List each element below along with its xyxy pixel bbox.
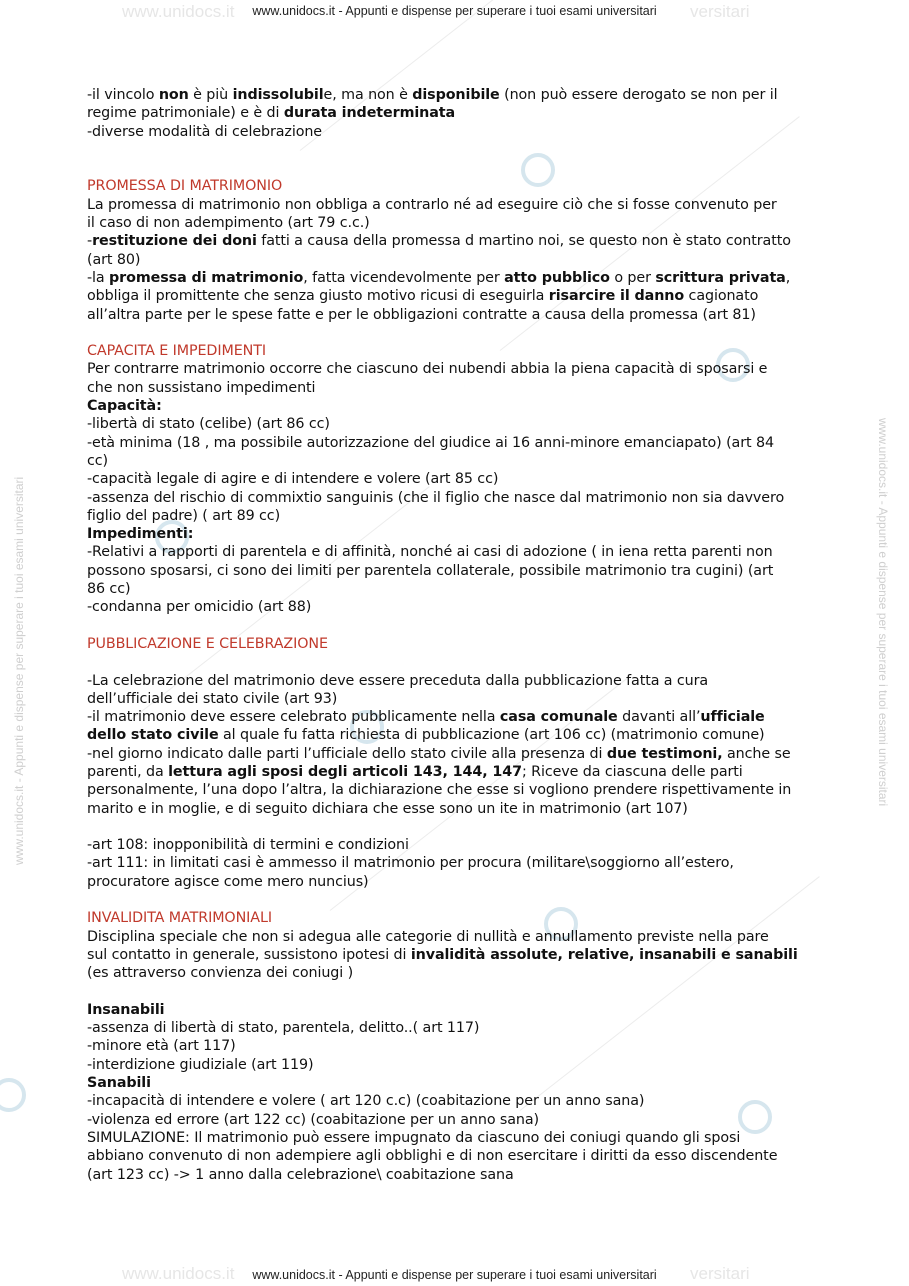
text-line <box>87 854 827 872</box>
text-line <box>87 251 827 269</box>
text-run: al quale fu fatta richiesta di pubblicazione (art 106 cc) (matrimonio comune) <box>218 727 765 744</box>
text-run: -diverse modalità di celebrazione <box>87 123 323 140</box>
text-run: -Relativi a rapporti di parentela e di affinità, nonché ai casi di adozione ( in iena retta parenti non <box>87 544 773 561</box>
bold-run: invalidità assolute, relative, insanabili e sanabili <box>410 946 798 963</box>
text-line <box>87 489 827 507</box>
text-run: (art 123 cc) -> 1 anno dalla celebrazione\ coabitazione sana <box>87 1166 514 1183</box>
text-run: -violenza ed errore (art 122 cc) (coabitazione per un anno sana) <box>87 1111 540 1128</box>
text-line <box>87 196 827 214</box>
text-run: possono sposarsi, ci sono dei limiti per parentela collaterale, possibile matrimonio tra cugini) (art <box>87 562 774 579</box>
text-run: -condanna per omicidio (art 88) <box>87 599 312 616</box>
text-line <box>87 946 827 964</box>
text-run: -minore età (art 117) <box>87 1038 236 1055</box>
text-line <box>87 1074 827 1092</box>
text-line <box>87 672 827 690</box>
text-run: personalmente, l’una dopo l’altra, la dichiarazione che esse si vogliono prendere rispettivamente in <box>87 782 792 799</box>
text-line <box>87 287 827 305</box>
bold-run: indissolubil <box>232 87 324 103</box>
text-line <box>87 415 827 433</box>
text-line <box>87 964 827 982</box>
bold-run: Capacità: <box>87 398 162 415</box>
text-line <box>87 543 827 561</box>
bold-run: casa comunale <box>499 709 618 726</box>
section-heading <box>87 342 827 360</box>
text-run: -assenza di libertà di stato, parentela, delitto..( art 117) <box>87 1020 480 1037</box>
page-header: www.unidocs.it - Appunti e dispense per superare i tuoi esami universitari <box>252 4 657 18</box>
text-run: , <box>785 269 791 286</box>
bold-run: Impedimenti: <box>87 526 194 543</box>
text-line <box>87 86 827 104</box>
section-heading <box>87 635 827 653</box>
text-run: obbliga il promittente che senza giusto motivo ricusi di eseguirla <box>87 288 549 305</box>
text-line <box>87 470 827 488</box>
text-run: procuratore agisce come mero nuncius) <box>87 873 369 890</box>
text-run: -incapacità di intendere e volere ( art 120 c.c) (coabitazione per un anno sana) <box>87 1093 645 1110</box>
blank-line <box>87 891 827 909</box>
footer-ghost-watermark: versitari <box>690 1264 750 1283</box>
text-run: il caso di non adempimento (art 79 c.c.) <box>87 215 370 232</box>
text-line <box>87 123 827 141</box>
text-run: Per contrarre matrimonio occorre che ciascuno dei nubendi abbia la piena capacità di sposarsi e <box>87 361 768 378</box>
blank-line <box>87 141 827 159</box>
text-line <box>87 580 827 598</box>
text-run: PUBBLICAZIONE E CELEBRAZIONE <box>87 635 328 652</box>
text-line <box>87 598 827 616</box>
text-run: figlio del padre) ( art 89 cc) <box>87 507 281 524</box>
text-line <box>87 928 827 946</box>
text-line <box>87 1129 827 1147</box>
text-run: (art 80) <box>87 251 141 268</box>
text-run: o per <box>609 269 656 286</box>
text-run: (non può essere derogato se non per il <box>499 87 778 103</box>
text-run: cagionato <box>684 288 759 305</box>
text-line <box>87 1056 827 1074</box>
bold-run: dello stato civile <box>87 727 219 744</box>
left-side-watermark: www.unidocs.it - Appunti e dispense per superare i tuoi esami universitari <box>12 476 26 865</box>
text-run: sul contatto in generale, sussistono ipotesi di <box>87 946 411 963</box>
bold-run: durata indeterminata <box>283 105 456 122</box>
text-line <box>87 1166 827 1184</box>
header-ghost-watermark: versitari <box>690 2 750 21</box>
text-line <box>87 1019 827 1037</box>
text-run: che non sussistano impedimenti <box>87 379 316 396</box>
text-run: 86 cc) <box>87 581 131 598</box>
bold-run: disponibile <box>412 87 500 103</box>
bold-run: risarcire il danno <box>548 288 685 305</box>
bold-run: due testimoni, <box>606 745 723 762</box>
text-run: -art 108: inopponibilità di termini e condizioni <box>87 837 409 854</box>
text-line <box>87 214 827 232</box>
bold-run: promessa di matrimonio <box>109 269 304 286</box>
text-run: e, ma non è <box>323 87 413 103</box>
blank-line <box>87 653 827 671</box>
text-run: -la <box>87 269 110 286</box>
text-line <box>87 104 827 122</box>
text-run: -capacità legale di agire e di intendere e volere (art 85 cc) <box>87 471 499 488</box>
text-run: all’altra parte per le spese fatte e per le obbligazioni contratte a causa della promessa (art 81) <box>87 306 756 323</box>
footer-ghost-watermark: www.unidocs.it <box>122 1264 235 1283</box>
text-line <box>87 269 827 287</box>
right-side-watermark: www.unidocs.it - Appunti e dispense per superare i tuoi esami universitari <box>876 418 890 807</box>
text-run: CAPACITA E IMPEDIMENTI <box>87 343 266 360</box>
bold-run: scrittura privata <box>655 269 786 286</box>
text-run: fatti a causa della promessa d martino noi, se questo non è stato contratto <box>256 233 791 250</box>
header-ghost-watermark: www.unidocs.it <box>122 2 235 21</box>
bold-run: restituzione dei doni <box>92 233 257 250</box>
text-run: regime patrimoniale) e è di <box>87 105 284 122</box>
text-run: davanti all’ <box>617 709 701 726</box>
text-run: marito e in moglie, e di seguito dichiara che esse sono un ite in matrimonio (art 107) <box>87 800 688 817</box>
text-run: La promessa di matrimonio non obbliga a contrarlo né ad eseguire ciò che si fosse convenuto per <box>87 196 777 213</box>
watermark-logo-icon <box>0 1078 26 1112</box>
text-run: (es attraverso convienza dei coniugi ) <box>87 965 354 982</box>
bold-run: non <box>158 87 189 103</box>
section-heading <box>87 909 827 927</box>
blank-line <box>87 324 827 342</box>
text-run: -nel giorno indicato dalle parti l’ufficiale dello stato civile alla presenza di <box>87 745 607 762</box>
document-body <box>87 86 827 1184</box>
bold-run: Insanabili <box>87 1001 165 1018</box>
text-line <box>87 1092 827 1110</box>
text-run: anche se <box>722 745 791 762</box>
text-run: Disciplina speciale che non si adegua alle categorie di nullità e annullamento previste nella pare <box>87 928 769 945</box>
text-line <box>87 1111 827 1129</box>
text-run: cc) <box>87 452 108 469</box>
section-heading <box>87 177 827 195</box>
text-run: -La celebrazione del matrimonio deve essere preceduta dalla pubblicazione fatta a cura <box>87 672 709 689</box>
text-line <box>87 1001 827 1019</box>
text-line <box>87 873 827 891</box>
text-line <box>87 306 827 324</box>
blank-line <box>87 617 827 635</box>
text-run: PROMESSA DI MATRIMONIO <box>87 178 283 195</box>
text-line <box>87 745 827 763</box>
text-line <box>87 763 827 781</box>
text-run: ; Riceve da ciascuna delle parti <box>521 763 743 780</box>
page-footer: www.unidocs.it - Appunti e dispense per superare i tuoi esami universitari <box>252 1268 657 1282</box>
text-line <box>87 690 827 708</box>
text-run: -assenza del rischio di commixtio sanguinis (che il figlio che nasce dal matrimonio non sia davvero <box>87 489 785 506</box>
text-line <box>87 397 827 415</box>
bold-run: lettura agli sposi degli articoli 143, 144, 147 <box>168 763 522 780</box>
text-line <box>87 562 827 580</box>
text-line <box>87 836 827 854</box>
text-line <box>87 232 827 250</box>
text-run: -il vincolo <box>87 87 159 103</box>
text-run: dell’ufficiale dei stato civile (art 93) <box>87 690 338 707</box>
blank-line <box>87 983 827 1001</box>
text-line <box>87 726 827 744</box>
text-line <box>87 507 827 525</box>
text-line <box>87 1147 827 1165</box>
text-run: -art 111: in limitati casi è ammesso il matrimonio per procura (militare\soggiorno all’estero, <box>87 855 734 872</box>
text-run: INVALIDITA MATRIMONIALI <box>87 910 272 927</box>
text-run: parenti, da <box>87 763 169 780</box>
text-run: -interdizione giudiziale (art 119) <box>87 1056 314 1073</box>
bold-run: Sanabili <box>87 1075 151 1092</box>
text-run: -il matrimonio deve essere celebrato pubblicamente nella <box>87 709 500 726</box>
text-run: - <box>87 233 93 250</box>
text-run: SIMULAZIONE: Il matrimonio può essere impugnato da ciascuno dei coniugi quando gli sposi <box>87 1129 741 1146</box>
text-line <box>87 1037 827 1055</box>
text-line <box>87 781 827 799</box>
text-run: è più <box>188 87 233 103</box>
bold-run: atto pubblico <box>504 269 610 286</box>
text-line <box>87 434 827 452</box>
text-run: -libertà di stato (celibe) (art 86 cc) <box>87 416 330 433</box>
text-run: , fatta vicendevolmente per <box>303 269 505 286</box>
text-line <box>87 360 827 378</box>
text-line <box>87 800 827 818</box>
text-line <box>87 379 827 397</box>
text-line <box>87 708 827 726</box>
bold-run: ufficiale <box>700 709 765 726</box>
text-line <box>87 525 827 543</box>
blank-line <box>87 159 827 177</box>
text-line <box>87 452 827 470</box>
blank-line <box>87 818 827 836</box>
text-run: -età minima (18 , ma possibile autorizzazione del giudice ai 16 anni-minore emanciapato) (art 84 <box>87 434 774 451</box>
text-run: abbiano convenuto di non adempiere agli obblighi e di non esercitare i diritti da esso discendente <box>87 1148 778 1165</box>
